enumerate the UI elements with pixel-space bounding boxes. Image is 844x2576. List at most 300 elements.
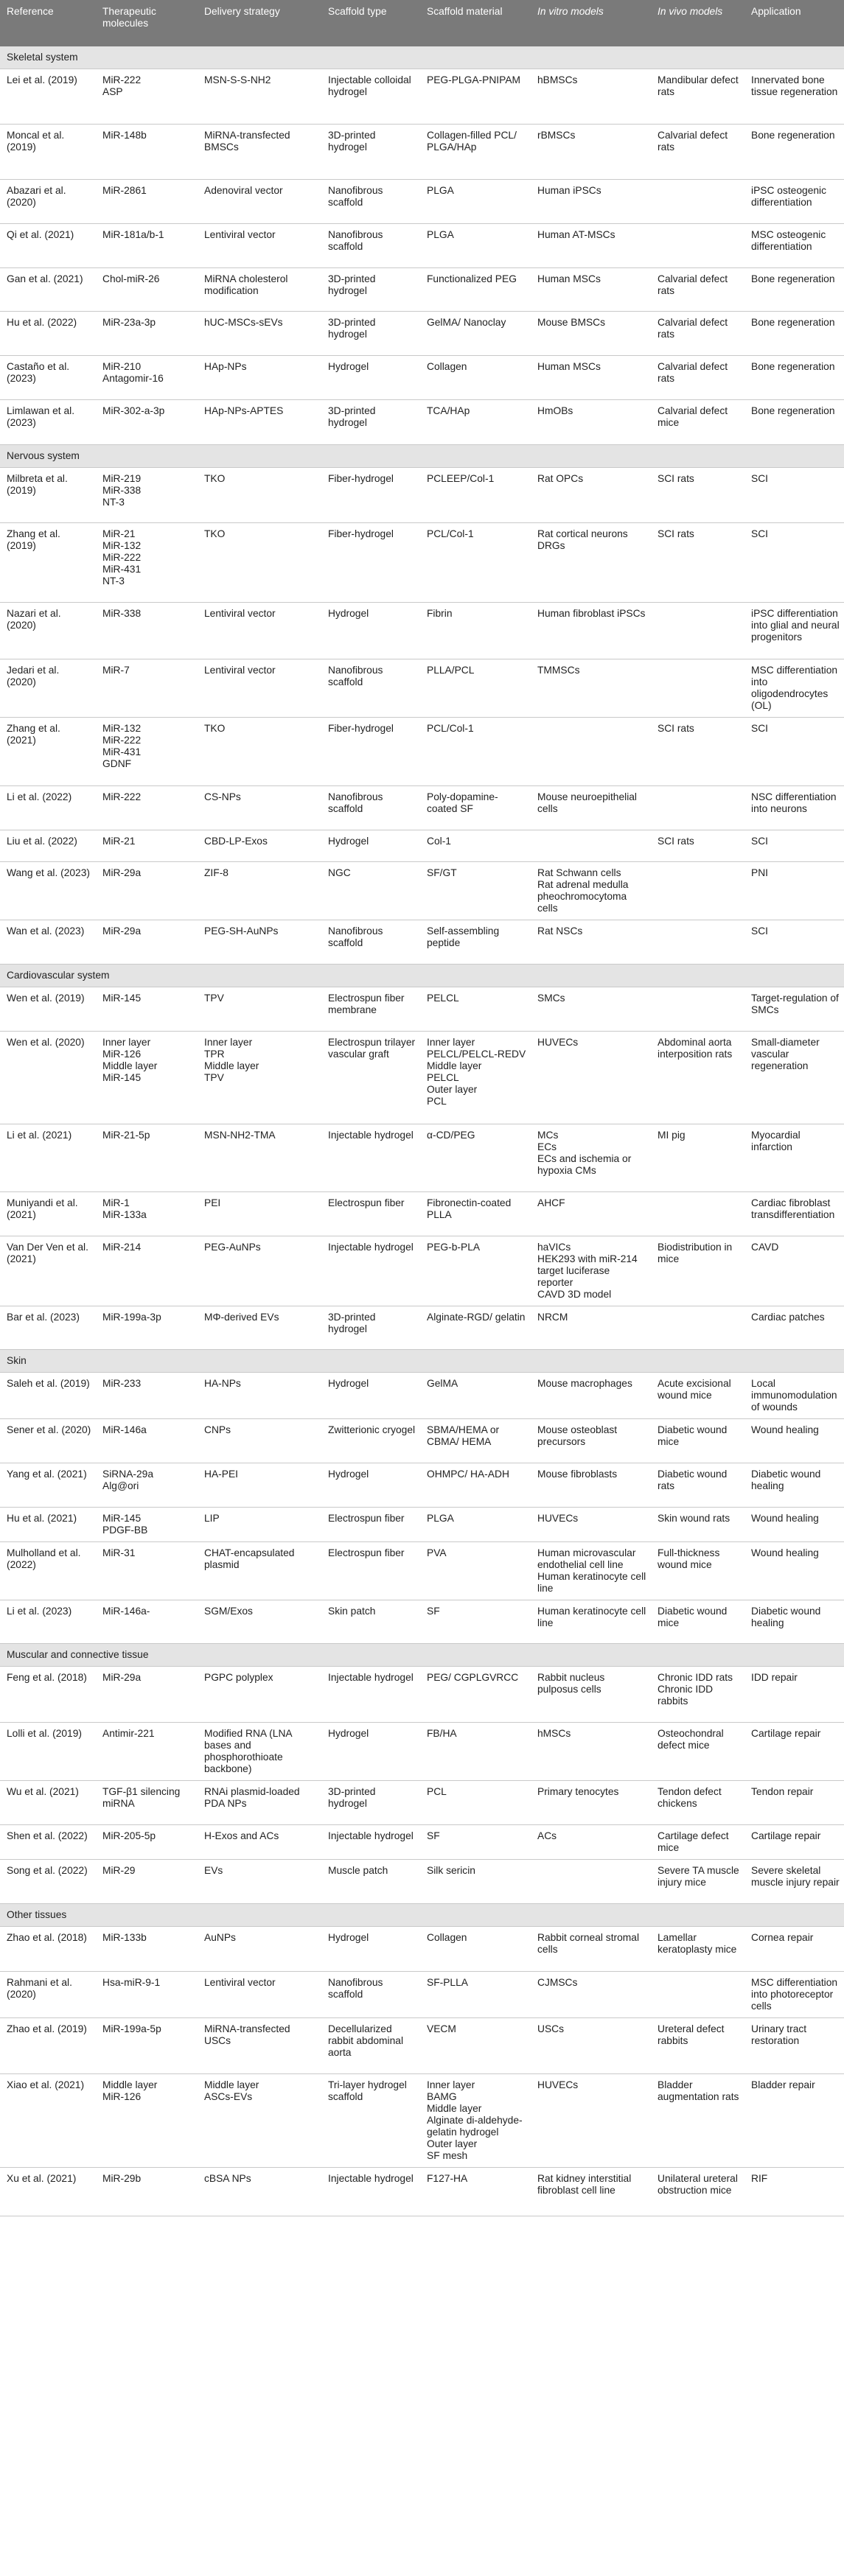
cell-application: Local immunomodulation of wounds xyxy=(744,1373,844,1419)
cell-reference: Van Der Ven et al. (2021) xyxy=(0,1236,96,1306)
cell-delivery-strategy: HA-PEI xyxy=(198,1463,321,1508)
cell-scaffold-type: Injectable colloidal hydrogel xyxy=(321,69,420,125)
cell-in-vitro-models: Rat Schwann cells Rat adrenal medulla pheochromocytoma cells xyxy=(531,862,651,920)
table-row xyxy=(0,1781,844,1825)
cell-reference: Liu et al. (2022) xyxy=(0,830,96,862)
table-row xyxy=(0,1972,844,2018)
table-row xyxy=(0,1463,844,1508)
cell-therapeutic-molecules: MiR-219 MiR-338 NT-3 xyxy=(96,468,198,523)
cell-delivery-strategy: MiRNA cholesterol modification xyxy=(198,268,321,312)
table-row xyxy=(0,1600,844,1644)
table-row xyxy=(0,69,844,125)
cell-scaffold-type: Electrospun fiber xyxy=(321,1508,420,1542)
cell-in-vivo-models xyxy=(651,180,744,224)
cell-therapeutic-molecules: MiR-132 MiR-222 MiR-431 GDNF xyxy=(96,718,198,786)
cell-reference: Zhao et al. (2019) xyxy=(0,2018,96,2074)
cell-scaffold-type: Electrospun fiber xyxy=(321,1542,420,1600)
cell-application: Cardiac patches xyxy=(744,1306,844,1350)
cell-scaffold-material: PVA xyxy=(420,1542,531,1600)
cell-scaffold-material: TCA/HAp xyxy=(420,400,531,445)
cell-scaffold-type: Nanofibrous scaffold xyxy=(321,786,420,830)
cell-therapeutic-molecules: MiR-338 xyxy=(96,603,198,659)
cell-scaffold-type: NGC xyxy=(321,862,420,920)
table-row xyxy=(0,523,844,603)
section-row xyxy=(0,1644,844,1667)
cell-application: Bladder repair xyxy=(744,2074,844,2168)
cell-therapeutic-molecules: MiR-29a xyxy=(96,862,198,920)
cell-in-vitro-models: Mouse BMSCs xyxy=(531,312,651,356)
table-row xyxy=(0,1306,844,1350)
cell-delivery-strategy: Lentiviral vector xyxy=(198,659,321,718)
table-row xyxy=(0,786,844,830)
cell-in-vitro-models: Mouse neuroepithelial cells xyxy=(531,786,651,830)
cell-application: Diabetic wound healing xyxy=(744,1600,844,1644)
cell-scaffold-material: α-CD/PEG xyxy=(420,1124,531,1192)
cell-delivery-strategy: TKO xyxy=(198,718,321,786)
cell-scaffold-material: SF xyxy=(420,1600,531,1644)
cell-in-vivo-models: Calvarial defect rats xyxy=(651,125,744,180)
cell-in-vivo-models: Severe TA muscle injury mice xyxy=(651,1860,744,1904)
cell-reference: Moncal et al. (2019) xyxy=(0,125,96,180)
cell-reference: Sener et al. (2020) xyxy=(0,1419,96,1463)
cell-therapeutic-molecules: MiR-29 xyxy=(96,1860,198,1904)
cell-in-vitro-models: Rat NSCs xyxy=(531,920,651,965)
table-row xyxy=(0,987,844,1032)
cell-application: SCI xyxy=(744,830,844,862)
cell-application: Wound healing xyxy=(744,1419,844,1463)
cell-application: Bone regeneration xyxy=(744,356,844,400)
cell-scaffold-type: Electrospun fiber xyxy=(321,1192,420,1236)
cell-scaffold-type: Injectable hydrogel xyxy=(321,1825,420,1860)
cell-application: Bone regeneration xyxy=(744,268,844,312)
cell-scaffold-material: PEG/ CGPLGVRCC xyxy=(420,1667,531,1723)
cell-application: CAVD xyxy=(744,1236,844,1306)
cell-in-vivo-models: Skin wound rats xyxy=(651,1508,744,1542)
cell-therapeutic-molecules: MiR-205-5p xyxy=(96,1825,198,1860)
table-row xyxy=(0,1667,844,1723)
cell-delivery-strategy: RNAi plasmid-loaded PDA NPs xyxy=(198,1781,321,1825)
cell-delivery-strategy: MiRNA-transfected USCs xyxy=(198,2018,321,2074)
cell-application: Severe skeletal muscle injury repair xyxy=(744,1860,844,1904)
cell-in-vitro-models: hBMSCs xyxy=(531,69,651,125)
cell-scaffold-material: Collagen-filled PCL/ PLGA/HAp xyxy=(420,125,531,180)
cell-scaffold-material: PCL xyxy=(420,1781,531,1825)
cell-therapeutic-molecules: MiR-21 MiR-132 MiR-222 MiR-431 NT-3 xyxy=(96,523,198,603)
cell-reference: Hu et al. (2021) xyxy=(0,1508,96,1542)
table-row xyxy=(0,1192,844,1236)
cell-reference: Muniyandi et al. (2021) xyxy=(0,1192,96,1236)
cell-in-vitro-models: Human microvascular endothelial cell line Human keratinocyte cell line xyxy=(531,1542,651,1600)
cell-delivery-strategy: Middle layer ASCs-EVs xyxy=(198,2074,321,2168)
table-header-row xyxy=(0,0,844,46)
cell-application: SCI xyxy=(744,718,844,786)
cell-scaffold-type: Muscle patch xyxy=(321,1860,420,1904)
cell-therapeutic-molecules: Inner layer MiR-126 Middle layer MiR-145 xyxy=(96,1032,198,1124)
cell-therapeutic-molecules: MiR-146a xyxy=(96,1419,198,1463)
cell-application: PNI xyxy=(744,862,844,920)
cell-therapeutic-molecules: MiR-29a xyxy=(96,1667,198,1723)
cell-reference: Li et al. (2021) xyxy=(0,1124,96,1192)
cell-application: RIF xyxy=(744,2168,844,2216)
table-row xyxy=(0,468,844,523)
cell-in-vitro-models: NRCM xyxy=(531,1306,651,1350)
cell-in-vitro-models: SMCs xyxy=(531,987,651,1032)
cell-application: IDD repair xyxy=(744,1667,844,1723)
cell-in-vivo-models: Calvarial defect rats xyxy=(651,268,744,312)
cell-application: Cartilage repair xyxy=(744,1723,844,1781)
cell-application: Wound healing xyxy=(744,1542,844,1600)
cell-in-vitro-models: USCs xyxy=(531,2018,651,2074)
cell-scaffold-type: Nanofibrous scaffold xyxy=(321,659,420,718)
cell-therapeutic-molecules: MiR-145 xyxy=(96,987,198,1032)
table-row xyxy=(0,224,844,268)
header-scaffold-material: Scaffold material xyxy=(420,0,531,46)
cell-scaffold-material: Inner layer PELCL/PELCL-REDV Middle layer PELCL Outer layer PCL xyxy=(420,1032,531,1124)
cell-therapeutic-molecules: MiR-21-5p xyxy=(96,1124,198,1192)
cell-in-vivo-models: Tendon defect chickens xyxy=(651,1781,744,1825)
cell-reference: Feng et al. (2018) xyxy=(0,1667,96,1723)
cell-therapeutic-molecules: MiR-222 xyxy=(96,786,198,830)
cell-delivery-strategy: EVs xyxy=(198,1860,321,1904)
table-row xyxy=(0,1825,844,1860)
cell-scaffold-type: Zwitterionic cryogel xyxy=(321,1419,420,1463)
cell-in-vivo-models xyxy=(651,224,744,268)
cell-delivery-strategy: hUC-MSCs-sEVs xyxy=(198,312,321,356)
cell-therapeutic-molecules: MiR-199a-5p xyxy=(96,2018,198,2074)
cell-application: MSC osteogenic differentiation xyxy=(744,224,844,268)
cell-delivery-strategy: MSN-S-S-NH2 xyxy=(198,69,321,125)
header-therapeutic-molecules: Therapeutic molecules xyxy=(96,0,198,46)
table-row xyxy=(0,312,844,356)
cell-therapeutic-molecules: MiR-31 xyxy=(96,1542,198,1600)
section-title: Skin xyxy=(0,1350,844,1373)
cell-reference: Hu et al. (2022) xyxy=(0,312,96,356)
cell-in-vitro-models xyxy=(531,1860,651,1904)
cell-therapeutic-molecules: MiR-148b xyxy=(96,125,198,180)
table-row xyxy=(0,356,844,400)
cell-reference: Wan et al. (2023) xyxy=(0,920,96,965)
cell-scaffold-type: Nanofibrous scaffold xyxy=(321,920,420,965)
cell-in-vitro-models: Human fibroblast iPSCs xyxy=(531,603,651,659)
table-row xyxy=(0,1723,844,1781)
table-row xyxy=(0,1032,844,1124)
cell-delivery-strategy: TKO xyxy=(198,468,321,523)
header-reference: Reference xyxy=(0,0,96,46)
cell-reference: Mulholland et al. (2022) xyxy=(0,1542,96,1600)
cell-reference: Yang et al. (2021) xyxy=(0,1463,96,1508)
cell-reference: Zhao et al. (2018) xyxy=(0,1927,96,1972)
cell-in-vitro-models: Rat cortical neurons DRGs xyxy=(531,523,651,603)
cell-scaffold-type: Hydrogel xyxy=(321,1463,420,1508)
cell-application: SCI xyxy=(744,920,844,965)
cell-scaffold-material: VECM xyxy=(420,2018,531,2074)
table-body xyxy=(0,46,844,2216)
cell-scaffold-material: PCLEEP/Col-1 xyxy=(420,468,531,523)
cell-therapeutic-molecules: MiR-7 xyxy=(96,659,198,718)
cell-scaffold-type: Hydrogel xyxy=(321,1723,420,1781)
cell-scaffold-material: PCL/Col-1 xyxy=(420,523,531,603)
cell-scaffold-material: Poly-dopamine-coated SF xyxy=(420,786,531,830)
cell-in-vivo-models: Unilateral ureteral obstruction mice xyxy=(651,2168,744,2216)
cell-scaffold-material: GelMA xyxy=(420,1373,531,1419)
cell-scaffold-type: Nanofibrous scaffold xyxy=(321,1972,420,2018)
cell-in-vivo-models: Diabetic wound mice xyxy=(651,1419,744,1463)
cell-application: Tendon repair xyxy=(744,1781,844,1825)
cell-scaffold-type: Hydrogel xyxy=(321,603,420,659)
cell-delivery-strategy: TKO xyxy=(198,523,321,603)
cell-scaffold-material: GelMA/ Nanoclay xyxy=(420,312,531,356)
cell-application: Myocardial infarction xyxy=(744,1124,844,1192)
section-row xyxy=(0,1350,844,1373)
cell-scaffold-type: Injectable hydrogel xyxy=(321,2168,420,2216)
cell-in-vitro-models: TMMSCs xyxy=(531,659,651,718)
header-in-vitro-models: In vitro models xyxy=(531,0,651,46)
cell-in-vivo-models: Full-thickness wound mice xyxy=(651,1542,744,1600)
cell-scaffold-material: PLLA/PCL xyxy=(420,659,531,718)
cell-in-vivo-models xyxy=(651,1192,744,1236)
cell-reference: Nazari et al. (2020) xyxy=(0,603,96,659)
cell-in-vivo-models: Diabetic wound mice xyxy=(651,1600,744,1644)
cell-delivery-strategy: CS-NPs xyxy=(198,786,321,830)
cell-scaffold-type: Hydrogel xyxy=(321,356,420,400)
cell-scaffold-material: PCL/Col-1 xyxy=(420,718,531,786)
cell-in-vivo-models: Osteochondral defect mice xyxy=(651,1723,744,1781)
cell-reference: Wang et al. (2023) xyxy=(0,862,96,920)
cell-scaffold-material: Alginate-RGD/ gelatin xyxy=(420,1306,531,1350)
cell-therapeutic-molecules: MiR-199a-3p xyxy=(96,1306,198,1350)
table-row xyxy=(0,1508,844,1542)
cell-delivery-strategy: SGM/Exos xyxy=(198,1600,321,1644)
cell-scaffold-material: SF-PLLA xyxy=(420,1972,531,2018)
table-row xyxy=(0,1927,844,1972)
cell-scaffold-type: Tri-layer hydrogel scaffold xyxy=(321,2074,420,2168)
cell-application: Bone regeneration xyxy=(744,125,844,180)
cell-in-vivo-models: Biodistribution in mice xyxy=(651,1236,744,1306)
cell-in-vitro-models: Human AT-MSCs xyxy=(531,224,651,268)
cell-scaffold-material: Functionalized PEG xyxy=(420,268,531,312)
cell-therapeutic-molecules: MiR-133b xyxy=(96,1927,198,1972)
cell-reference: Li et al. (2022) xyxy=(0,786,96,830)
cell-reference: Song et al. (2022) xyxy=(0,1860,96,1904)
cell-scaffold-material: SF/GT xyxy=(420,862,531,920)
cell-in-vitro-models: Rabbit nucleus pulposus cells xyxy=(531,1667,651,1723)
cell-therapeutic-molecules: MiR-145 PDGF-BB xyxy=(96,1508,198,1542)
cell-reference: Lei et al. (2019) xyxy=(0,69,96,125)
cell-reference: Xu et al. (2021) xyxy=(0,2168,96,2216)
cell-application: Bone regeneration xyxy=(744,400,844,445)
cell-in-vitro-models: rBMSCs xyxy=(531,125,651,180)
table-row xyxy=(0,268,844,312)
cell-in-vitro-models: hMSCs xyxy=(531,1723,651,1781)
cell-in-vivo-models: SCI rats xyxy=(651,718,744,786)
cell-therapeutic-molecules: MiR-181a/b-1 xyxy=(96,224,198,268)
cell-scaffold-type: 3D-printed hydrogel xyxy=(321,1781,420,1825)
table-row xyxy=(0,920,844,965)
cell-scaffold-type: Electrospun fiber membrane xyxy=(321,987,420,1032)
section-title: Cardiovascular system xyxy=(0,965,844,987)
cell-in-vitro-models: MCs ECs ECs and ischemia or hypoxia CMs xyxy=(531,1124,651,1192)
cell-delivery-strategy: Lentiviral vector xyxy=(198,603,321,659)
cell-in-vivo-models: Mandibular defect rats xyxy=(651,69,744,125)
cell-therapeutic-molecules: MiR-210 Antagomir-16 xyxy=(96,356,198,400)
cell-delivery-strategy: PGPC polyplex xyxy=(198,1667,321,1723)
cell-in-vitro-models xyxy=(531,830,651,862)
cell-scaffold-type: Injectable hydrogel xyxy=(321,1236,420,1306)
cell-reference: Rahmani et al. (2020) xyxy=(0,1972,96,2018)
cell-in-vivo-models xyxy=(651,1306,744,1350)
cell-scaffold-material: Silk sericin xyxy=(420,1860,531,1904)
cell-delivery-strategy: PEG-SH-AuNPs xyxy=(198,920,321,965)
cell-scaffold-material: FB/HA xyxy=(420,1723,531,1781)
cell-scaffold-type: Injectable hydrogel xyxy=(321,1667,420,1723)
cell-therapeutic-molecules: MiR-214 xyxy=(96,1236,198,1306)
cell-in-vivo-models: Calvarial defect mice xyxy=(651,400,744,445)
cell-in-vitro-models: Human MSCs xyxy=(531,268,651,312)
cell-application: Diabetic wound healing xyxy=(744,1463,844,1508)
header-in-vivo-models: In vivo models xyxy=(651,0,744,46)
cell-in-vivo-models: Abdominal aorta interposition rats xyxy=(651,1032,744,1124)
table-row xyxy=(0,400,844,445)
cell-in-vitro-models: HUVECs xyxy=(531,1032,651,1124)
cell-application: iPSC osteogenic differentiation xyxy=(744,180,844,224)
cell-in-vivo-models: Calvarial defect rats xyxy=(651,312,744,356)
cell-scaffold-type: Fiber-hydrogel xyxy=(321,523,420,603)
cell-in-vivo-models xyxy=(651,603,744,659)
cell-scaffold-type: Hydrogel xyxy=(321,1373,420,1419)
cell-scaffold-material: F127-HA xyxy=(420,2168,531,2216)
table-row xyxy=(0,1542,844,1600)
cell-application: SCI xyxy=(744,523,844,603)
cell-scaffold-material: PLGA xyxy=(420,180,531,224)
cell-delivery-strategy: Lentiviral vector xyxy=(198,224,321,268)
cell-reference: Bar et al. (2023) xyxy=(0,1306,96,1350)
cell-therapeutic-molecules: Chol-miR-26 xyxy=(96,268,198,312)
header-delivery-strategy: Delivery strategy xyxy=(198,0,321,46)
cell-in-vivo-models xyxy=(651,862,744,920)
cell-in-vivo-models: Calvarial defect rats xyxy=(651,356,744,400)
cell-delivery-strategy: H-Exos and ACs xyxy=(198,1825,321,1860)
table-row xyxy=(0,1124,844,1192)
cell-scaffold-material: Fibronectin-coated PLLA xyxy=(420,1192,531,1236)
table-row xyxy=(0,862,844,920)
cell-scaffold-type: 3D-printed hydrogel xyxy=(321,1306,420,1350)
cell-scaffold-type: 3D-printed hydrogel xyxy=(321,268,420,312)
cell-in-vivo-models: Chronic IDD rats Chronic IDD rabbits xyxy=(651,1667,744,1723)
section-row xyxy=(0,1904,844,1927)
cell-scaffold-type: Skin patch xyxy=(321,1600,420,1644)
cell-in-vivo-models xyxy=(651,1972,744,2018)
cell-therapeutic-molecules: MiR-233 xyxy=(96,1373,198,1419)
cell-reference: Qi et al. (2021) xyxy=(0,224,96,268)
cell-scaffold-material: SF xyxy=(420,1825,531,1860)
table-row xyxy=(0,659,844,718)
cell-reference: Wen et al. (2020) xyxy=(0,1032,96,1124)
cell-in-vitro-models: HmOBs xyxy=(531,400,651,445)
cell-in-vitro-models: Mouse fibroblasts xyxy=(531,1463,651,1508)
cell-reference: Shen et al. (2022) xyxy=(0,1825,96,1860)
cell-in-vitro-models: Rat OPCs xyxy=(531,468,651,523)
cell-in-vitro-models: Mouse osteoblast precursors xyxy=(531,1419,651,1463)
cell-therapeutic-molecules: Middle layer MiR-126 xyxy=(96,2074,198,2168)
header-application: Application xyxy=(744,0,844,46)
cell-application: Wound healing xyxy=(744,1508,844,1542)
table-row xyxy=(0,830,844,862)
cell-scaffold-material: Self-assembling peptide xyxy=(420,920,531,965)
table-row xyxy=(0,125,844,180)
header-scaffold-type: Scaffold type xyxy=(321,0,420,46)
cell-in-vitro-models: Human keratinocyte cell line xyxy=(531,1600,651,1644)
cell-in-vivo-models: Acute excisional wound mice xyxy=(651,1373,744,1419)
cell-in-vivo-models: Ureteral defect rabbits xyxy=(651,2018,744,2074)
cell-reference: Zhang et al. (2021) xyxy=(0,718,96,786)
cell-scaffold-material: Col-1 xyxy=(420,830,531,862)
cell-scaffold-type: 3D-printed hydrogel xyxy=(321,125,420,180)
cell-application: Cornea repair xyxy=(744,1927,844,1972)
cell-therapeutic-molecules: MiR-29a xyxy=(96,920,198,965)
cell-therapeutic-molecules: MiR-1 MiR-133a xyxy=(96,1192,198,1236)
cell-application: Innervated bone tissue regeneration xyxy=(744,69,844,125)
cell-therapeutic-molecules: MiR-222 ASP xyxy=(96,69,198,125)
table-row xyxy=(0,1373,844,1419)
section-title: Skeletal system xyxy=(0,46,844,69)
cell-delivery-strategy: Lentiviral vector xyxy=(198,1972,321,2018)
cell-scaffold-type: 3D-printed hydrogel xyxy=(321,400,420,445)
cell-in-vitro-models: HUVECs xyxy=(531,2074,651,2168)
cell-scaffold-type: Nanofibrous scaffold xyxy=(321,180,420,224)
cell-application: NSC differentiation into neurons xyxy=(744,786,844,830)
cell-scaffold-material: Fibrin xyxy=(420,603,531,659)
cell-delivery-strategy: HA-NPs xyxy=(198,1373,321,1419)
cell-delivery-strategy: Inner layer TPR Middle layer TPV xyxy=(198,1032,321,1124)
cell-in-vivo-models: MI pig xyxy=(651,1124,744,1192)
cell-delivery-strategy: CBD-LP-Exos xyxy=(198,830,321,862)
cell-in-vitro-models: Rabbit corneal stromal cells xyxy=(531,1927,651,1972)
cell-reference: Gan et al. (2021) xyxy=(0,268,96,312)
cell-delivery-strategy: PEG-AuNPs xyxy=(198,1236,321,1306)
cell-delivery-strategy: MiRNA-transfected BMSCs xyxy=(198,125,321,180)
cell-in-vitro-models: Primary tenocytes xyxy=(531,1781,651,1825)
cell-scaffold-type: Nanofibrous scaffold xyxy=(321,224,420,268)
cell-in-vitro-models: Mouse macrophages xyxy=(531,1373,651,1419)
cell-application: Small-diameter vascular regeneration xyxy=(744,1032,844,1124)
cell-in-vitro-models: Human iPSCs xyxy=(531,180,651,224)
cell-in-vivo-models: SCI rats xyxy=(651,523,744,603)
cell-scaffold-material: OHMPC/ HA-ADH xyxy=(420,1463,531,1508)
cell-in-vivo-models xyxy=(651,659,744,718)
cell-application: MSC differentiation into oligodendrocytes (OL) xyxy=(744,659,844,718)
section-title: Nervous system xyxy=(0,445,844,468)
cell-in-vivo-models xyxy=(651,920,744,965)
cell-delivery-strategy: HAp-NPs xyxy=(198,356,321,400)
cell-therapeutic-molecules: MiR-21 xyxy=(96,830,198,862)
cell-in-vivo-models: Diabetic wound rats xyxy=(651,1463,744,1508)
cell-scaffold-material: PLGA xyxy=(420,1508,531,1542)
cell-reference: Limlawan et al. (2023) xyxy=(0,400,96,445)
cell-in-vivo-models: SCI rats xyxy=(651,468,744,523)
cell-delivery-strategy: LIP xyxy=(198,1508,321,1542)
cell-in-vitro-models: CJMSCs xyxy=(531,1972,651,2018)
cell-application: Bone regeneration xyxy=(744,312,844,356)
cell-reference: Lolli et al. (2019) xyxy=(0,1723,96,1781)
cell-scaffold-type: Hydrogel xyxy=(321,1927,420,1972)
cell-therapeutic-molecules: Hsa-miR-9-1 xyxy=(96,1972,198,2018)
cell-therapeutic-molecules: TGF-β1 silencing miRNA xyxy=(96,1781,198,1825)
cell-therapeutic-molecules: MiR-29b xyxy=(96,2168,198,2216)
cell-therapeutic-molecules: Antimir-221 xyxy=(96,1723,198,1781)
section-row xyxy=(0,46,844,69)
cell-delivery-strategy: TPV xyxy=(198,987,321,1032)
section-title: Other tissues xyxy=(0,1904,844,1927)
